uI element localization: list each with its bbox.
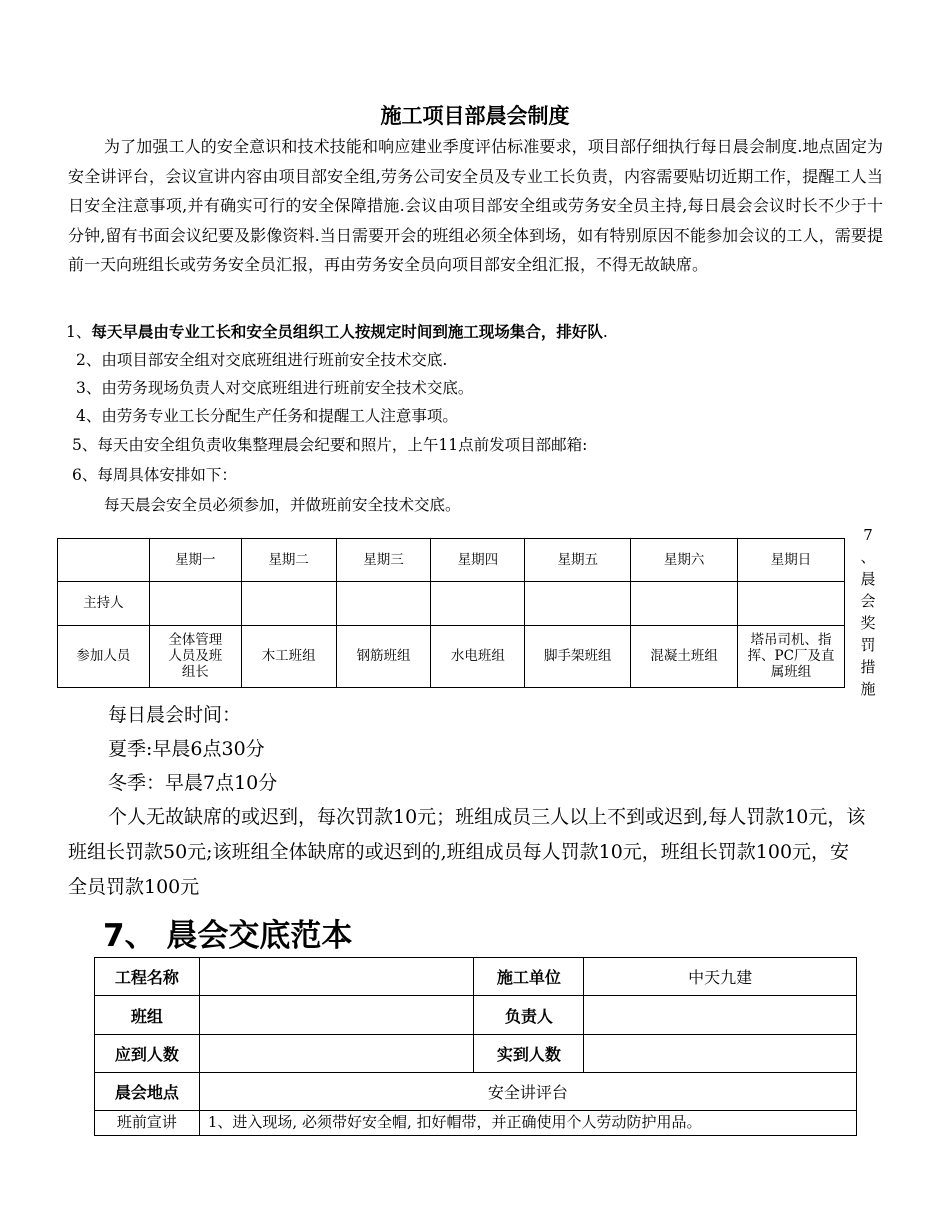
table-row bbox=[95, 1111, 857, 1136]
host-cell bbox=[336, 582, 431, 625]
participants-cell: 全体管理人员及班组长 bbox=[149, 625, 241, 687]
actual-count-value bbox=[584, 1035, 857, 1073]
summer-time: 夏季:早晨6点30分 bbox=[108, 738, 265, 760]
leader-label: 负责人 bbox=[474, 996, 584, 1035]
side-char: 措 bbox=[860, 658, 876, 676]
item-1-number: 1、 bbox=[66, 323, 92, 341]
list-note: 每天晨会安全员必须参加，并做班前安全技术交底。 bbox=[104, 496, 461, 514]
briefing-label: 班前宣讲 bbox=[95, 1111, 200, 1136]
weekly-schedule-table bbox=[57, 538, 845, 688]
host-cell bbox=[631, 582, 738, 625]
side-char: 、 bbox=[860, 548, 876, 566]
briefing-form-table bbox=[94, 957, 857, 1136]
list-item-6: 6、每周具体安排如下： bbox=[72, 466, 237, 484]
host-cell bbox=[149, 582, 241, 625]
participants-cell: 钢筋班组 bbox=[336, 625, 431, 687]
side-char: 晨 bbox=[860, 570, 876, 588]
item-1-text: 每天早晨由专业工长和安全员组织工人按规定时间到施工现场集合，排好队 bbox=[91, 322, 603, 341]
list-item-2: 2、由项目部安全组对交底班组进行班前安全技术交底. bbox=[76, 351, 448, 369]
expected-count-value bbox=[199, 1035, 474, 1073]
intro-paragraph: 为了加强工人的安全意识和技术技能和响应建业季度评估标准要求，项目部仔细执行每日晨会制度.地点固定为安全讲评台，会议宣讲内容由项目部安全组,劳务公司安全员及专业工长负责，内容需要贴切近期工作，提醒工人当日安全注意事项,并有确实可行的安全保障措施.会议由项目部安全组或劳务安全员主持,每日晨会会议时长不少于十分钟,留有书面会议纪要及影像资料.当日需要开会的班组必须全体到场，如有特别原因不能参加会议的工人，需要提前一天向班组长或劳务安全员汇报，再由劳务安全员向项目部安全组汇报，不得无故缺席。 bbox=[68, 137, 883, 274]
list-item-4: 4、由劳务专业工长分配生产任务和提醒工人注意事项。 bbox=[76, 407, 458, 425]
side-char: 施 bbox=[860, 680, 876, 698]
participants-label: 参加人员 bbox=[58, 625, 150, 687]
table-row bbox=[58, 582, 845, 625]
table-row bbox=[95, 996, 857, 1035]
team-value bbox=[199, 996, 474, 1035]
day-header: 星期三 bbox=[336, 539, 431, 582]
participants-cell: 木工班组 bbox=[241, 625, 336, 687]
location-value: 安全讲评台 bbox=[199, 1073, 856, 1111]
host-cell bbox=[241, 582, 336, 625]
location-label: 晨会地点 bbox=[95, 1073, 200, 1111]
host-cell bbox=[525, 582, 631, 625]
penalty-paragraph: 个人无故缺席的或迟到，每次罚款10元；班组成员三人以上不到或迟到,每人罚款10元，该班组长罚款50元;该班组全体缺席的或迟到的,班组成员每人罚款10元，班组长罚款100元，安全员罚款100元 bbox=[68, 806, 866, 898]
day-header: 星期一 bbox=[149, 539, 241, 582]
project-name-label: 工程名称 bbox=[95, 958, 200, 996]
expected-count-label: 应到人数 bbox=[95, 1035, 200, 1073]
table-row bbox=[95, 1035, 857, 1073]
day-header: 星期日 bbox=[738, 539, 845, 582]
day-header: 星期四 bbox=[431, 539, 525, 582]
day-header: 星期五 bbox=[525, 539, 631, 582]
leader-value bbox=[584, 996, 857, 1035]
item-1-end: . bbox=[602, 323, 608, 341]
side-char: 会 bbox=[860, 592, 876, 610]
day-header: 星期六 bbox=[631, 539, 738, 582]
table-row bbox=[95, 958, 857, 996]
participants-cell: 塔吊司机、指挥、PC厂及直属班组 bbox=[738, 625, 845, 687]
side-vertical-heading bbox=[858, 524, 878, 700]
table-corner-cell bbox=[58, 539, 150, 582]
meeting-time-label: 每日晨会时间： bbox=[108, 704, 242, 726]
actual-count-label: 实到人数 bbox=[474, 1035, 584, 1073]
participants-cell: 脚手架班组 bbox=[525, 625, 631, 687]
table-row bbox=[95, 1073, 857, 1111]
side-char: 奖 bbox=[860, 614, 876, 632]
side-char: 罚 bbox=[860, 636, 876, 654]
participants-cell: 混凝土班组 bbox=[631, 625, 738, 687]
briefing-value: 1、进入现场, 必须带好安全帽, 扣好帽带，并正确使用个人劳动防护用品。 bbox=[199, 1111, 856, 1136]
host-cell bbox=[431, 582, 525, 625]
winter-time: 冬季：早晨7点10分 bbox=[108, 772, 278, 794]
project-name-value bbox=[199, 958, 474, 996]
participants-cell: 水电班组 bbox=[431, 625, 525, 687]
unit-label: 施工单位 bbox=[474, 958, 584, 996]
table-row bbox=[58, 539, 845, 582]
list-item-5: 5、每天由安全组负责收集整理晨会纪要和照片，上午11点前发项目部邮箱: bbox=[72, 436, 588, 454]
host-cell bbox=[738, 582, 845, 625]
day-header: 星期二 bbox=[241, 539, 336, 582]
unit-value: 中天九建 bbox=[584, 958, 857, 996]
team-label: 班组 bbox=[95, 996, 200, 1035]
list-item-1 bbox=[66, 320, 608, 342]
list-item-3: 3、由劳务现场负责人对交底班组进行班前安全技术交底。 bbox=[76, 379, 474, 397]
table-row bbox=[58, 625, 845, 687]
side-char: 7 bbox=[863, 526, 873, 544]
section-7-heading: 7、 晨会交底范本 bbox=[103, 918, 353, 954]
host-label: 主持人 bbox=[58, 582, 150, 625]
page-title: 施工项目部晨会制度 bbox=[380, 104, 570, 128]
